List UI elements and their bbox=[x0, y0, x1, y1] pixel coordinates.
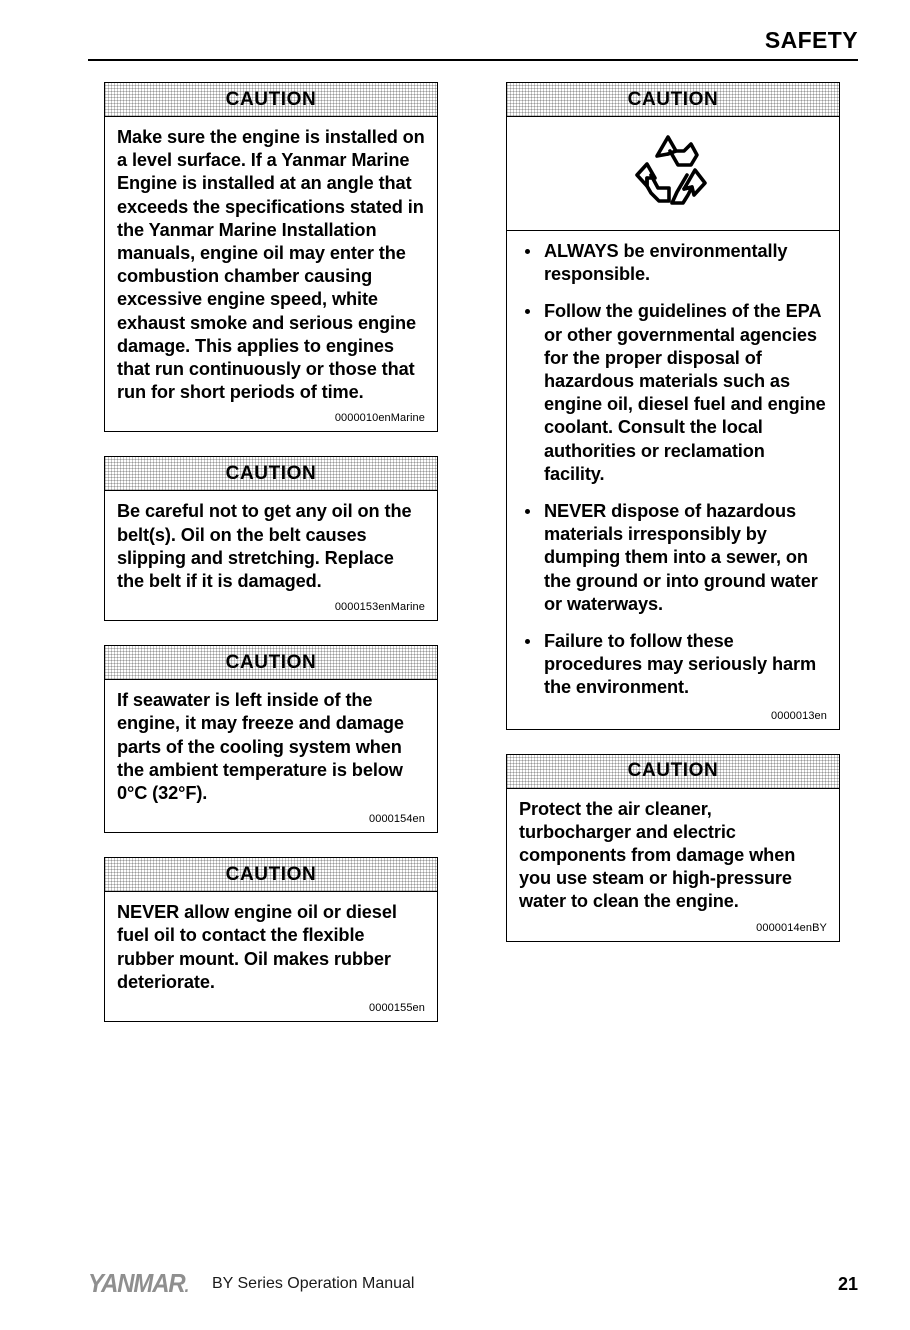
bullet-dot-icon bbox=[525, 249, 530, 254]
caution-heading-label: CAUTION bbox=[225, 88, 317, 110]
caution-body bbox=[507, 789, 839, 918]
bullet-dot-icon bbox=[525, 509, 530, 514]
content-columns bbox=[104, 82, 840, 1046]
bullet-dot-icon bbox=[525, 639, 530, 644]
manual-title: BY Series Operation Manual bbox=[212, 1275, 415, 1292]
icon-panel bbox=[507, 117, 839, 231]
caution-header bbox=[507, 755, 839, 789]
caution-box-rubber-mount bbox=[104, 857, 438, 1022]
caution-reference-code: 0000153enMarine bbox=[334, 601, 425, 614]
caution-body bbox=[105, 892, 437, 998]
list-item-text: Follow the guidelines of the EPA or other governmental agencies for the proper disposal of hazardous materials such as engine oil, diesel fuel and engine coolant. Consult the local authorities or reclamation facility. bbox=[544, 301, 826, 484]
caution-body bbox=[105, 117, 437, 408]
brand-name: YANMAR bbox=[88, 1267, 185, 1298]
bullet-dot-icon bbox=[525, 309, 530, 314]
caution-text: Protect the air cleaner, turbocharger and electric components from damage when you use steam or high-pressure water to clean the engine. bbox=[519, 798, 796, 912]
caution-reference-code: 0000010enMarine bbox=[334, 412, 425, 425]
caution-body bbox=[105, 491, 437, 597]
caution-text: Be careful not to get any oil on the belt(s). Oil on the belt causes slipping and stretching. Replace the belt if it is damaged. bbox=[117, 501, 412, 592]
caution-text: If seawater is left inside of the engine, it may freeze and damage parts of the cooling system when the ambient temperature is below 0°C (32°F). bbox=[117, 690, 404, 804]
caution-heading-label: CAUTION bbox=[627, 760, 719, 782]
list-item bbox=[519, 630, 827, 700]
list-item bbox=[519, 300, 827, 486]
caution-header bbox=[105, 83, 437, 117]
caution-header bbox=[507, 83, 839, 117]
caution-reference-code: 0000154en bbox=[369, 813, 425, 826]
right-column bbox=[506, 82, 840, 966]
caution-heading-label: CAUTION bbox=[225, 863, 317, 885]
header-divider bbox=[88, 59, 858, 61]
caution-heading-label: CAUTION bbox=[627, 88, 719, 110]
caution-heading-label: CAUTION bbox=[225, 651, 317, 673]
caution-header bbox=[105, 457, 437, 491]
page-footer bbox=[88, 1267, 858, 1298]
list-item-text: ALWAYS be environmentally responsible. bbox=[544, 241, 788, 285]
caution-reference-code: 0000013en bbox=[771, 709, 827, 722]
caution-reference-code: 0000155en bbox=[369, 1002, 425, 1015]
caution-box-belt-oil bbox=[104, 456, 438, 621]
list-item bbox=[519, 240, 827, 286]
page-title: SAFETY bbox=[764, 27, 858, 53]
caution-heading-label: CAUTION bbox=[225, 462, 317, 484]
left-column bbox=[104, 82, 438, 1046]
environment-bullet-list bbox=[519, 240, 827, 700]
recycling-icon bbox=[621, 127, 725, 220]
list-item-text: Failure to follow these procedures may seriously harm the environment. bbox=[544, 631, 817, 698]
yanmar-logo bbox=[88, 1267, 190, 1299]
caution-box-engine-angle bbox=[104, 82, 438, 432]
brand-mark: . bbox=[184, 1275, 190, 1296]
caution-box-seawater-freeze bbox=[104, 645, 438, 833]
caution-reference-code: 0000014enBY bbox=[756, 921, 827, 934]
caution-box-engine-cleaning bbox=[506, 754, 840, 942]
caution-text: NEVER allow engine oil or diesel fuel oil to contact the flexible rubber mount. Oil makes rubber deteriorate. bbox=[117, 902, 397, 992]
caution-header bbox=[105, 646, 437, 680]
caution-header bbox=[105, 858, 437, 892]
caution-body bbox=[105, 680, 437, 809]
caution-body bbox=[507, 231, 839, 706]
caution-text: Make sure the engine is installed on a level surface. If a Yanmar Marine Engine is installed at an angle that exceeds the specifications stated in the Yanmar Marine Installation manuals, engine oil may enter the combustion chamber causing excessive engine speed, white exhaust smoke and serious engine damage. This applies to engines that run continuously or those that run for short periods of time. bbox=[117, 127, 425, 403]
caution-box-environment bbox=[506, 82, 840, 730]
list-item-text: NEVER dispose of hazardous materials irresponsibly by dumping them into a sewer, on the ground or into ground water or waterways. bbox=[544, 501, 818, 614]
list-item bbox=[519, 500, 827, 616]
page-header bbox=[88, 26, 858, 61]
page-number: 21 bbox=[837, 1274, 858, 1294]
